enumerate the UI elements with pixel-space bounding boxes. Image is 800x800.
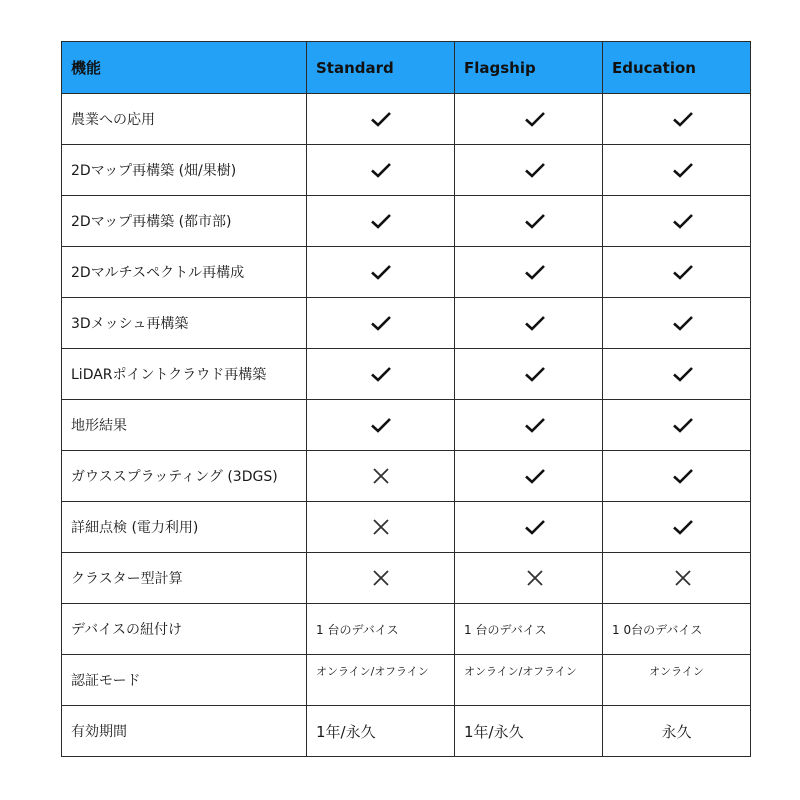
check-icon [672,161,694,179]
feature-name: LiDARポイントクラウド再構築 [62,349,307,400]
cell-education [603,451,751,502]
feature-name: 認証モード [62,655,307,706]
feature-name: 有効期間 [62,706,307,757]
cell-standard: 1年/永久 [307,706,455,757]
cell-flagship [455,451,603,502]
cell-education [603,400,751,451]
feature-name: ガウススプラッティング (3DGS) [62,451,307,502]
feature-name: 2Dマップ再構築 (都市部) [62,196,307,247]
feature-row [62,145,751,196]
header-row [62,42,751,94]
cross-icon [370,518,392,536]
cell-flagship [455,94,603,145]
cell-education [603,145,751,196]
check-icon [524,212,546,230]
cell-education [603,553,751,604]
feature-row [62,451,751,502]
cell-education [603,298,751,349]
cell-education: オンライン [603,655,751,706]
check-icon [524,416,546,434]
feature-name: 農業への応用 [62,94,307,145]
check-icon [524,518,546,536]
check-icon [524,365,546,383]
check-icon [370,314,392,332]
cell-education [603,196,751,247]
check-icon [672,263,694,281]
info-row [62,604,751,655]
cell-standard [307,553,455,604]
cell-flagship [455,145,603,196]
cell-education [603,94,751,145]
feature-name: 3Dメッシュ再構築 [62,298,307,349]
cell-flagship [455,349,603,400]
cell-flagship: オンライン/オフライン [455,655,603,706]
cell-standard [307,349,455,400]
check-icon [672,212,694,230]
check-icon [672,314,694,332]
cell-education: 永久 [603,706,751,757]
feature-row [62,502,751,553]
feature-name: 2Dマルチスペクトル再構成 [62,247,307,298]
cross-icon [370,569,392,587]
check-icon [370,212,392,230]
feature-row [62,196,751,247]
feature-row [62,553,751,604]
plan-comparison-table [61,41,751,757]
feature-name: 2Dマップ再構築 (畑/果樹) [62,145,307,196]
check-icon [370,416,392,434]
header-flagship: Flagship [455,42,603,94]
cell-standard [307,196,455,247]
info-row [62,706,751,757]
cell-standard [307,247,455,298]
info-row [62,655,751,706]
feature-name: 詳細点検 (電力利用) [62,502,307,553]
check-icon [370,110,392,128]
check-icon [524,161,546,179]
feature-row [62,400,751,451]
check-icon [672,416,694,434]
cross-icon [370,467,392,485]
check-icon [370,365,392,383]
cell-flagship: 1年/永久 [455,706,603,757]
check-icon [672,110,694,128]
check-icon [672,365,694,383]
check-icon [672,467,694,485]
cell-standard [307,400,455,451]
cell-flagship [455,502,603,553]
cell-standard [307,502,455,553]
header-standard: Standard [307,42,455,94]
cross-icon [524,569,546,587]
feature-name: クラスター型計算 [62,553,307,604]
check-icon [524,110,546,128]
check-icon [672,518,694,536]
check-icon [370,263,392,281]
cell-standard: オンライン/オフライン [307,655,455,706]
feature-row [62,247,751,298]
feature-row [62,94,751,145]
header-education: Education [603,42,751,94]
cell-standard [307,451,455,502]
cell-flagship: 1 台のデバイス [455,604,603,655]
cell-flagship [455,247,603,298]
cell-education [603,349,751,400]
cell-flagship [455,400,603,451]
feature-row [62,298,751,349]
feature-name: デバイスの紐付け [62,604,307,655]
check-icon [524,467,546,485]
check-icon [370,161,392,179]
cell-standard [307,145,455,196]
cell-standard [307,94,455,145]
cell-education [603,247,751,298]
cell-flagship [455,298,603,349]
feature-row [62,349,751,400]
cell-flagship [455,196,603,247]
cell-standard: 1 台のデバイス [307,604,455,655]
cell-flagship [455,553,603,604]
cell-education [603,502,751,553]
check-icon [524,263,546,281]
cell-education: 1 0台のデバイス [603,604,751,655]
feature-name: 地形結果 [62,400,307,451]
header-feature: 機能 [62,42,307,94]
check-icon [524,314,546,332]
cell-standard [307,298,455,349]
cross-icon [672,569,694,587]
